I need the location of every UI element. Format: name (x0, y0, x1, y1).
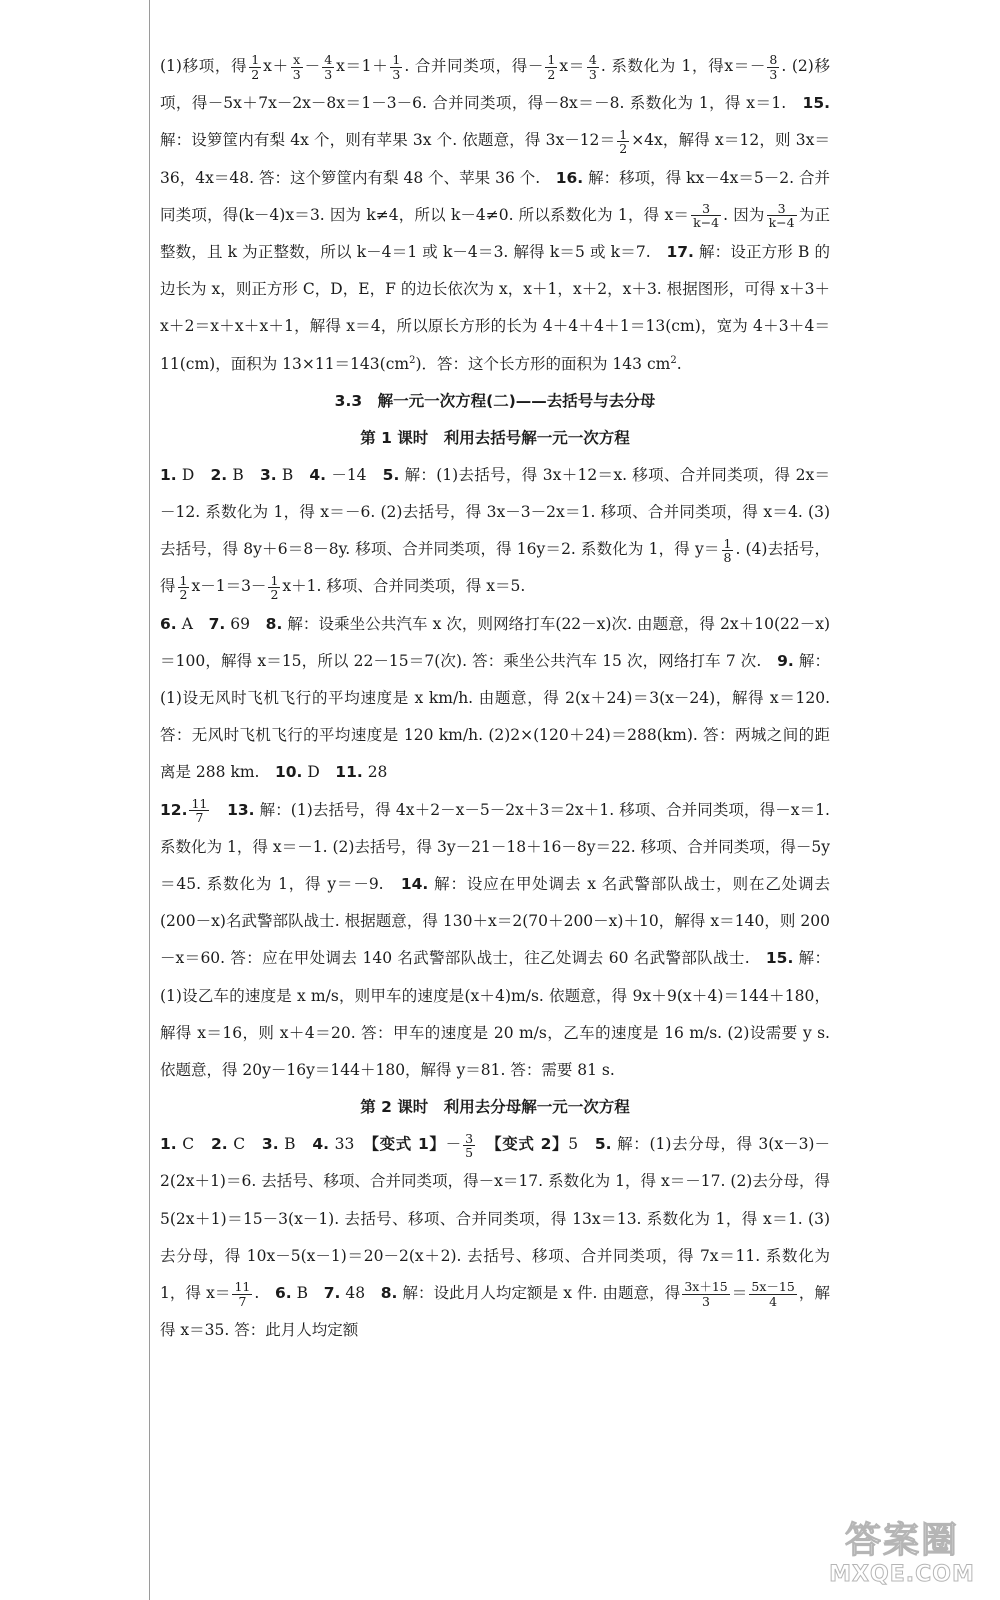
text-run: － (445, 1135, 462, 1154)
answer-paragraph-3-2 (160, 48, 830, 383)
lesson-1-answers-b (160, 606, 830, 792)
fraction-x-3: $\frac{x}{3}$ (292, 52, 301, 82)
text-run: 5 (568, 1135, 595, 1154)
page-margin-line (149, 0, 150, 1600)
lesson-1-title: 第 1 课时 利用去括号解一元一次方程 (360, 428, 630, 447)
question-number: 10. (274, 763, 303, 782)
fraction-1-8: $\frac{1}{8}$ (723, 535, 732, 565)
question-number: 5. (594, 1135, 612, 1154)
question-number: 8. (265, 614, 283, 633)
question-number: 17. (666, 243, 694, 262)
fraction-3-5: $\frac{3}{5}$ (465, 1130, 474, 1160)
text-run: ×4x，解得 x＝12，则 3x＝36，4x＝48. 答：这个箩筐内有梨 48 个、苹果 36 个. (160, 131, 831, 187)
text-run: 解：设此月人均定额是 x 件. 由题意，得 (397, 1284, 681, 1303)
fraction-3-k-4: $\frac{3}{k-4}$ (768, 201, 795, 231)
text-run: x＝－ (724, 57, 766, 75)
text-run: 解：(1)设乙车的速度是 x m/s，则甲车的速度是(x＋4)m/s. 依题意，得 9x＋9(x＋4)＝144＋180，解得 x＝16，则 x＋4＝20. 答：甲车的速度是 20 m/s，乙车的速度是 16 m/s. (2)设需要 y s. 依题意，得 20y－16y＝144＋180，解得 y＝81. 答：需要 81 s. (160, 949, 830, 1080)
text-run: . 合并同类项，得－ (404, 57, 544, 75)
superscript: 2 (409, 354, 416, 366)
text-run: x－1＝3－ (191, 577, 267, 596)
superscript: 2 (670, 354, 677, 366)
question-number: 14. (400, 875, 429, 894)
text-run: 解：(1)去分母，得 3(x－3)－2(2x＋1)＝6. 去括号、移项、合并同类项，得－x＝17. 系数化为 1，得 x＝－17. (2)去分母，得 5(2x＋1)＝15－3(x－1). 去括号、移项、合并同类项，得 13x＝13. 系数化为 1，得 x＝1. (3)去分母，得 10x－5(x－1)＝20－2(x＋2). 去括号、移项、合并同类项，得 7x＝11. 系数化为 1，得 x＝ (160, 1135, 830, 1303)
text-run: 为正整数，且 k 为正整数，所以 k－4＝1 或 k－4＝3. 解得 k＝5 或 k＝7. (160, 205, 830, 262)
text-run: D (176, 465, 211, 484)
text-run: D (302, 763, 336, 782)
fraction-1-2: $\frac{1}{2}$ (251, 52, 260, 82)
question-number: 6. (160, 614, 177, 633)
question-number: 13. (227, 800, 255, 819)
fraction-4-3: $\frac{4}{3}$ (588, 52, 597, 82)
text-run: 解：(1)去括号，得 3x＋12＝x. 移项、合并同类项，得 2x＝－12. 系数化为 1，得 x＝－6. (2)去括号，得 3x－3－2x＝1. 移项、合并同类项，得 x＝4. (3)去括号，得 8y＋6＝8－8y. 移项、合并同类项，得 16y＝2. 系数化为 1，得 y＝ (160, 465, 831, 559)
text-run: B (227, 465, 260, 484)
fraction-1-2: $\frac{1}{2}$ (179, 572, 188, 602)
fraction-11-7: $\frac{11}{7}$ (191, 796, 208, 826)
question-number: 9. (777, 651, 794, 670)
question-number: 3. (259, 465, 277, 484)
text-run: A (176, 614, 209, 633)
text-run (477, 1135, 494, 1153)
question-number: 2. (210, 1135, 228, 1154)
text-run: B (278, 1135, 313, 1154)
fraction-4-3: $\frac{4}{3}$ (324, 52, 333, 82)
watermark-text: 答案圈 (844, 1520, 959, 1561)
fraction-1-2: $\frac{1}{2}$ (547, 52, 556, 82)
text-run: C (227, 1135, 262, 1154)
lesson-1-answers-a (160, 457, 830, 606)
section-title: 3.3 解一元一次方程(二)——去括号与去分母 (334, 391, 656, 410)
question-number: 7. (208, 614, 226, 633)
text-run: 解：移项，得 kx－4x＝5－2. 合并同类项，得(k－4)x＝3. 因为 k≠4，所以 k－4≠0. 所以系数化为 1，得 x＝ (160, 168, 830, 224)
question-number: 1. (160, 1135, 177, 1154)
question-number: 4. (309, 465, 327, 484)
question-number: 4. (312, 1135, 330, 1154)
question-number: 7. (323, 1284, 341, 1303)
text-run: 解：(1)去括号，得 4x＋2－x－5－2x＋3＝2x＋1. 移项、合并同类项，得－x＝1. 系数化为 1，得 x＝－1. (2)去括号，得 3y－21－18＋16－8y＝22. 移项、合并同类项，得－5y＝45. 系数化为 1，得 y＝－9. (160, 800, 830, 894)
text-run: 解：(1)设无风时飞机飞行的平均速度是 x km/h. 由题意，得 2(x＋24)＝3(x－24)，解得 x＝120. 答：无风时飞机飞行的平均速度是 120 km/h. (2)2×(120＋24)＝288(km). 答：两城之间的距离是 288 km. (160, 651, 830, 782)
text-run: 解：设应在甲处调去 x 名武警部队战士，则在乙处调去(200－x)名武警部队战士. 根据题意，得 130＋x＝2(70＋200－x)＋10，解得 x＝140，则 200－x＝60. 答：应在甲处调去 140 名武警部队战士，往乙处调去 60 名武警部队战士. (160, 875, 830, 968)
text-run: B (276, 465, 310, 484)
lesson-2-answers (160, 1126, 830, 1349)
text-run (211, 801, 227, 819)
text-run: (1)移项，得 (160, 57, 248, 75)
fraction-1-2: $\frac{1}{2}$ (619, 126, 628, 156)
text-run: 48 (340, 1284, 381, 1303)
answer-page (160, 48, 830, 1350)
question-number: 11. (335, 763, 363, 782)
text-run: . (254, 1284, 275, 1303)
question-number: 1. (160, 465, 177, 484)
text-run: x＋1. 移项、合并同类项，得 x＝5. (282, 577, 526, 596)
variant-label: 【变式 1】 (371, 1135, 446, 1154)
variant-label: 【变式 2】 (493, 1135, 569, 1154)
text-run: ，解得 x＝35. 答：此月人均定额 (160, 1284, 830, 1340)
fraction-8-3: $\frac{8}{3}$ (769, 52, 778, 82)
text-run: )．答：这个长方形的面积为 143 cm (415, 354, 671, 373)
text-run: 解：设正方形 B 的边长为 x，则正方形 C，D，E，F 的边长依次为 x，x＋1，x＋2，x＋3. 根据图形，可得 x＋3＋x＋2＝x＋x＋x＋1，解得 x＝4，所以原长方形的长为 4＋4＋4＋1＝13(cm)，宽为 4＋3＋4＝11(cm)，面积为 13×11＝143(cm (160, 243, 830, 373)
question-number: 5. (382, 465, 400, 484)
text-run: x＋ (263, 57, 289, 75)
text-run: x＝1＋ (336, 57, 389, 75)
fraction-1-2: $\frac{1}{2}$ (270, 572, 279, 602)
question-number: 12. (160, 800, 188, 819)
question-number: 3. (261, 1135, 279, 1154)
watermark-url: MXQE.COM (829, 1562, 975, 1587)
text-run: . (2)移项，得－5x＋7x－2x－8x＝1－3－6. 合并同类项，得－8x＝－8. 系数化为 1，得 x＝1. (160, 57, 830, 113)
text-run: ＝ (731, 1284, 748, 1303)
text-run: － (304, 57, 321, 75)
question-number: 6. (274, 1284, 292, 1303)
text-run: . (676, 354, 682, 373)
fraction-5x15-4: $\frac{5x-15}{4}$ (751, 1279, 795, 1309)
text-run: . 因为 (723, 205, 765, 224)
question-number: 8. (380, 1284, 398, 1303)
text-run: x＝ (559, 57, 585, 75)
question-number: 2. (210, 465, 228, 484)
fraction-3-k-4: $\frac{3}{k-4}$ (693, 201, 720, 231)
text-run: C (176, 1135, 211, 1154)
text-run: 解：设箩筐内有梨 4x 个，则有苹果 3x 个. 依题意，得 3x－12＝ (160, 131, 616, 150)
question-number: 16. (555, 168, 584, 187)
text-run: B (291, 1284, 324, 1303)
lesson-2-title: 第 2 课时 利用去分母解一元一次方程 (360, 1098, 630, 1117)
site-watermark-logo (822, 1520, 982, 1592)
text-run: 解：设乘坐公共汽车 x 次，则网络打车(22－x)次. 由题意，得 2x＋10(22－x)＝100，解得 x＝15，所以 22－15＝7(次). 答：乘坐公共汽车 15 次，网络打车 7 次. (160, 614, 831, 670)
text-run: . (4)去括号，得 (160, 540, 831, 596)
fraction-1-3: $\frac{1}{3}$ (392, 52, 401, 82)
lesson-1-answers-c (160, 792, 830, 1090)
text-run: . 系数化为 1，得 (600, 57, 725, 75)
text-run: 28 (362, 763, 388, 782)
text-run: 69 (225, 614, 266, 633)
question-number: 15. (765, 949, 794, 968)
text-run: －14 (326, 465, 383, 484)
question-number: 15. (802, 94, 830, 113)
fraction-11-7: $\frac{11}{7}$ (234, 1279, 251, 1309)
text-run: 33 (329, 1135, 372, 1154)
fraction-3x15-3: $\frac{3x+15}{3}$ (684, 1279, 728, 1309)
